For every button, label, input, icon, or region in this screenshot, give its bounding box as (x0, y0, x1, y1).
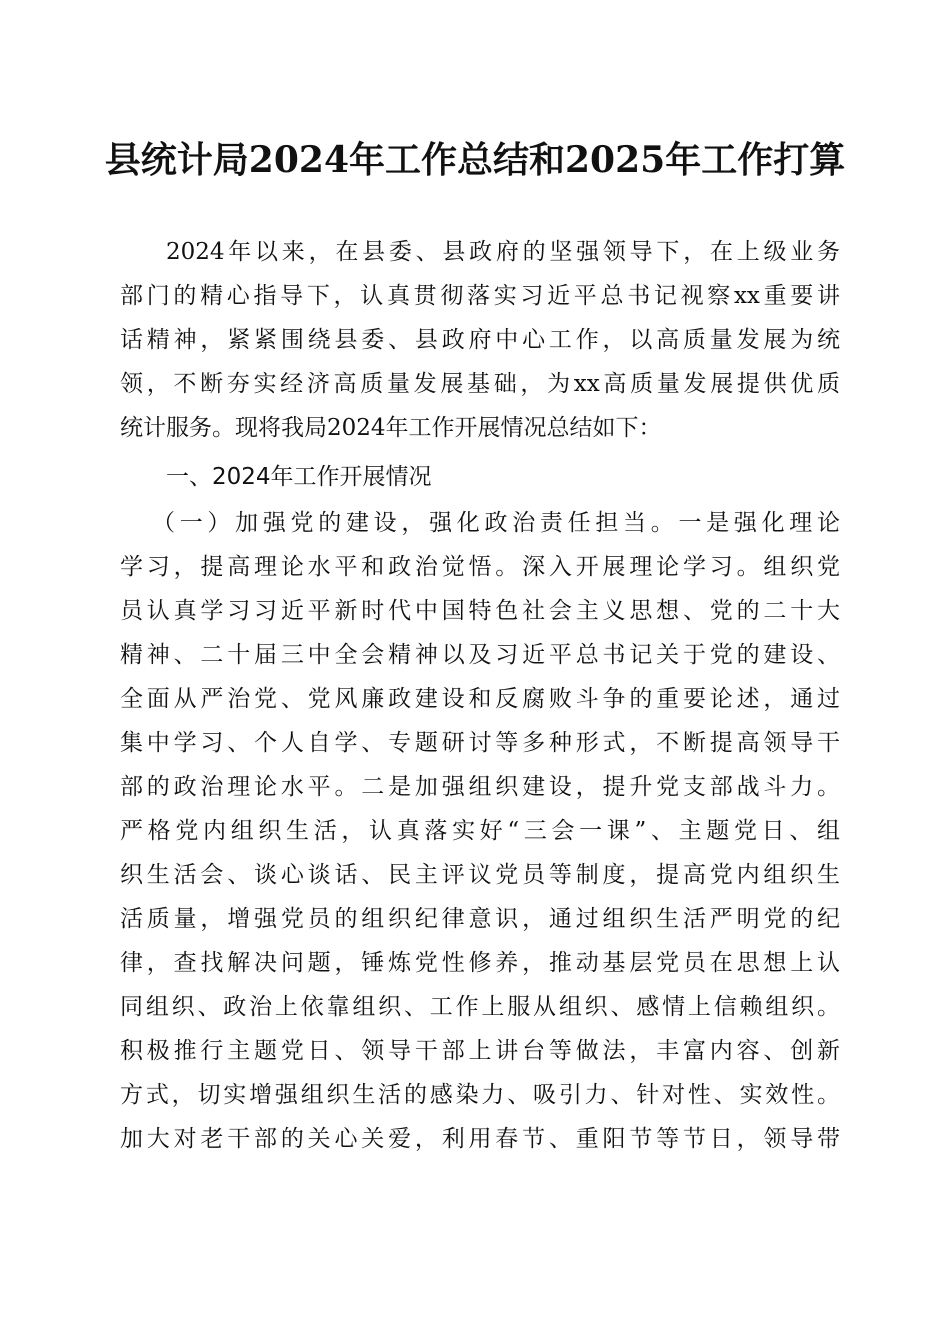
body-line-5: 全面从严治党、党风廉政建设和反腐败斗争的重要论述，通过 (120, 686, 840, 712)
body-line-6: 集中学习、个人自学、专题研讨等多种形式，不断提高领导干 (120, 730, 840, 756)
document-title: 县统计局2024年工作总结和2025年工作打算 (104, 139, 846, 181)
body-line-13: 积极推行主题党日、领导干部上讲台等做法，丰富内容、创新 (120, 1038, 840, 1064)
body-line-1: （一）加强党的建设，强化政治责任担当。一是强化理论 (152, 510, 840, 536)
body-line-11: 律，查找解决问题，锤炼党性修养，推动基层党员在思想上认 (120, 950, 840, 976)
body-line-7: 部的政治理论水平。二是加强组织建设，提升党支部战斗力。 (120, 774, 840, 800)
body-line-15: 加大对老干部的关心关爱，利用春节、重阳节等节日，领导带 (120, 1126, 840, 1152)
section-heading: 一、2024年工作开展情况 (166, 464, 432, 490)
intro-line-2: 部门的精心指导下，认真贯彻落实习近平总书记视察xx重要讲 (120, 283, 840, 309)
intro-line-3: 话精神，紧紧围绕县委、县政府中心工作，以高质量发展为统 (120, 327, 840, 353)
body-line-8: 严格党内组织生活，认真落实好“三会一课”、主题党日、组 (120, 818, 840, 844)
body-line-9: 织生活会、谈心谈话、民主评议党员等制度，提高党内组织生 (120, 862, 840, 888)
intro-line-1: 2024年以来，在县委、县政府的坚强领导下，在上级业务 (166, 239, 840, 265)
body-line-3: 员认真学习习近平新时代中国特色社会主义思想、党的二十大 (120, 598, 840, 624)
intro-line-4: 领，不断夯实经济高质量发展基础，为xx高质量发展提供优质 (120, 371, 840, 397)
body-line-4: 精神、二十届三中全会精神以及习近平总书记关于党的建设、 (120, 642, 840, 668)
body-line-2: 学习，提高理论水平和政治觉悟。深入开展理论学习。组织党 (120, 554, 840, 580)
body-line-14: 方式，切实增强组织生活的感染力、吸引力、针对性、实效性。 (120, 1082, 840, 1108)
intro-line-5: 统计服务。现将我局2024年工作开展情况总结如下： (120, 415, 662, 441)
body-line-12: 同组织、政治上依靠组织、工作上服从组织、感情上信赖组织。 (120, 994, 840, 1020)
body-line-10: 活质量，增强党员的组织纪律意识，通过组织生活严明党的纪 (120, 906, 840, 932)
